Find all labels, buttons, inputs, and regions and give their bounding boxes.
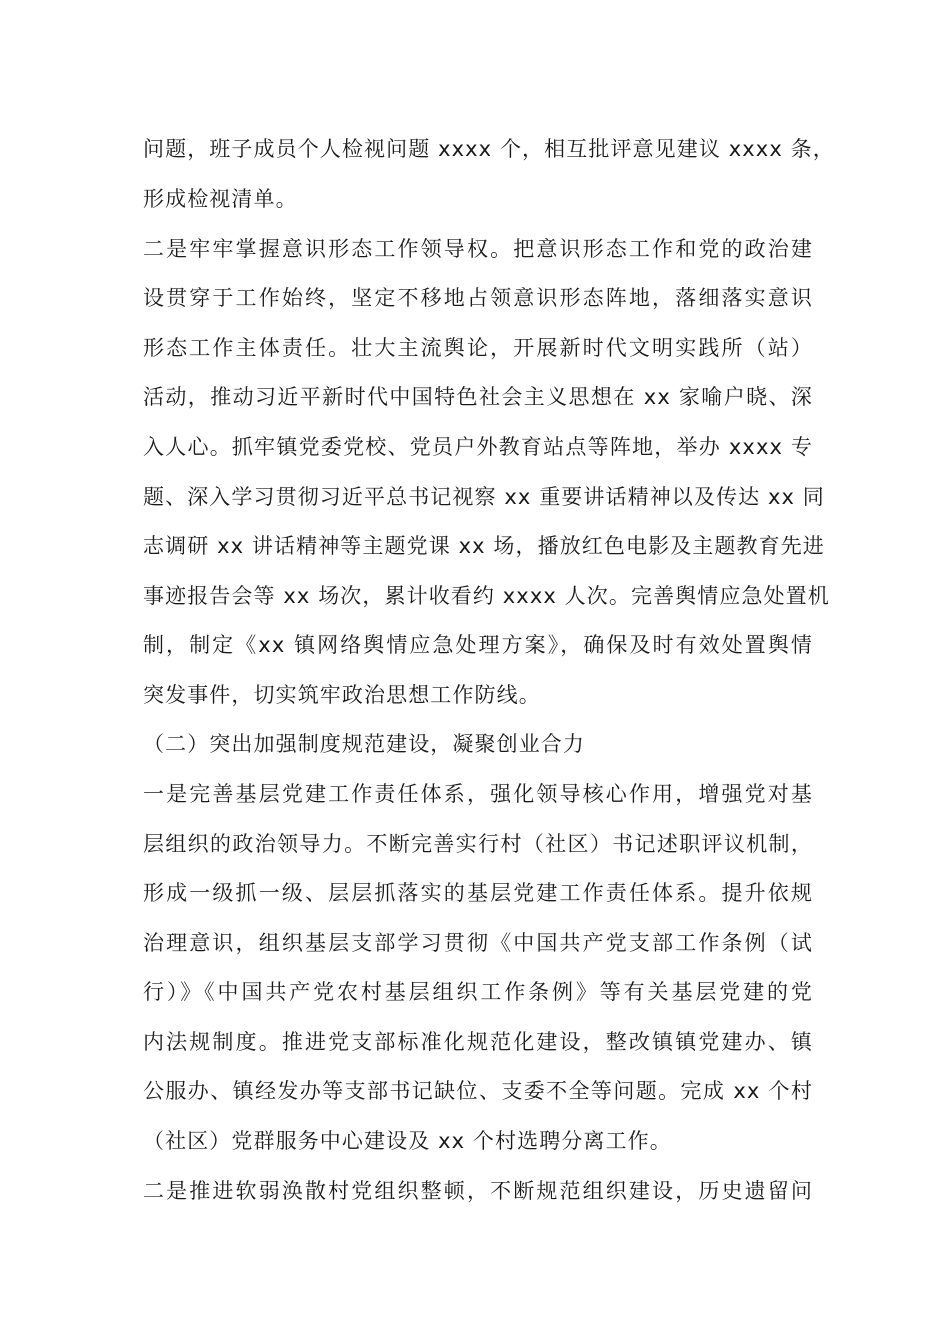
body-text-line: 志调研 xx 讲话精神等主题党课 xx 场，播放红色电影及主题教育先进	[143, 534, 825, 558]
body-text-line: 治理意识，组织基层支部学习贯彻《中国共产党支部工作条例（试	[143, 931, 813, 955]
body-text-line: 公服办、镇经发办等支部书记缺位、支委不全等问题。完成 xx 个村	[143, 1079, 813, 1103]
body-text-line: 设贯穿于工作始终，坚定不移地占领意识形态阵地，落细落实意识	[143, 286, 813, 310]
body-text-line: 事迹报告会等 xx 场次，累计收看约 xxxx 人次。完善舆情应急处置机	[143, 584, 830, 608]
body-text-line: 行）》《中国共产党农村基层组织工作条例》等有关基层党建的党	[143, 980, 813, 1004]
body-text-line: 形成一级抓一级、层层抓落实的基层党建工作责任体系。提升依规	[143, 881, 813, 905]
body-text-line: 内法规制度。推进党支部标准化规范化建设，整改镇镇党建办、镇	[143, 1030, 813, 1054]
body-text-line: 问题，班子成员个人检视问题 xxxx 个，相互批评意见建议 xxxx 条，	[143, 137, 835, 161]
body-text-line: 制，制定《xx 镇网络舆情应急处理方案》，确保及时有效处置舆情	[143, 633, 813, 657]
body-text-line: （社区）党群服务中心建设及 xx 个村选聘分离工作。	[143, 1129, 672, 1153]
body-text-line: 活动，推动习近平新时代中国特色社会主义思想在 xx 家喻户晓、深	[143, 385, 813, 409]
body-text-line: 形态工作主体责任。壮大主流舆论，开展新时代文明实践所（站）	[143, 336, 813, 360]
paragraph-start-line: 二是推进软弱涣散村党组织整顿，不断规范组织建设，历史遗留问	[143, 1179, 813, 1203]
paragraph-start-line: 一是完善基层党建工作责任体系，强化领导核心作用，增强党对基	[143, 782, 813, 806]
section-heading: （二）突出加强制度规范建设，凝聚创业合力	[143, 732, 585, 756]
paragraph-start-line: 二是牢牢掌握意识形态工作领导权。把意识形态工作和党的政治建	[143, 237, 813, 261]
body-text-line: 形成检视清单。	[143, 187, 298, 211]
body-text-line: 层组织的政治领导力。不断完善实行村（社区）书记述职评议机制，	[143, 832, 813, 856]
body-text-line: 题、深入学习贯彻习近平总书记视察 xx 重要讲话精神以及传达 xx 同	[143, 485, 825, 509]
body-text-line: 入人心。抓牢镇党委党校、党员户外教育站点等阵地，举办 xxxx 专	[143, 435, 813, 459]
body-text-line: 突发事件，切实筑牢政治思想工作防线。	[143, 683, 541, 707]
